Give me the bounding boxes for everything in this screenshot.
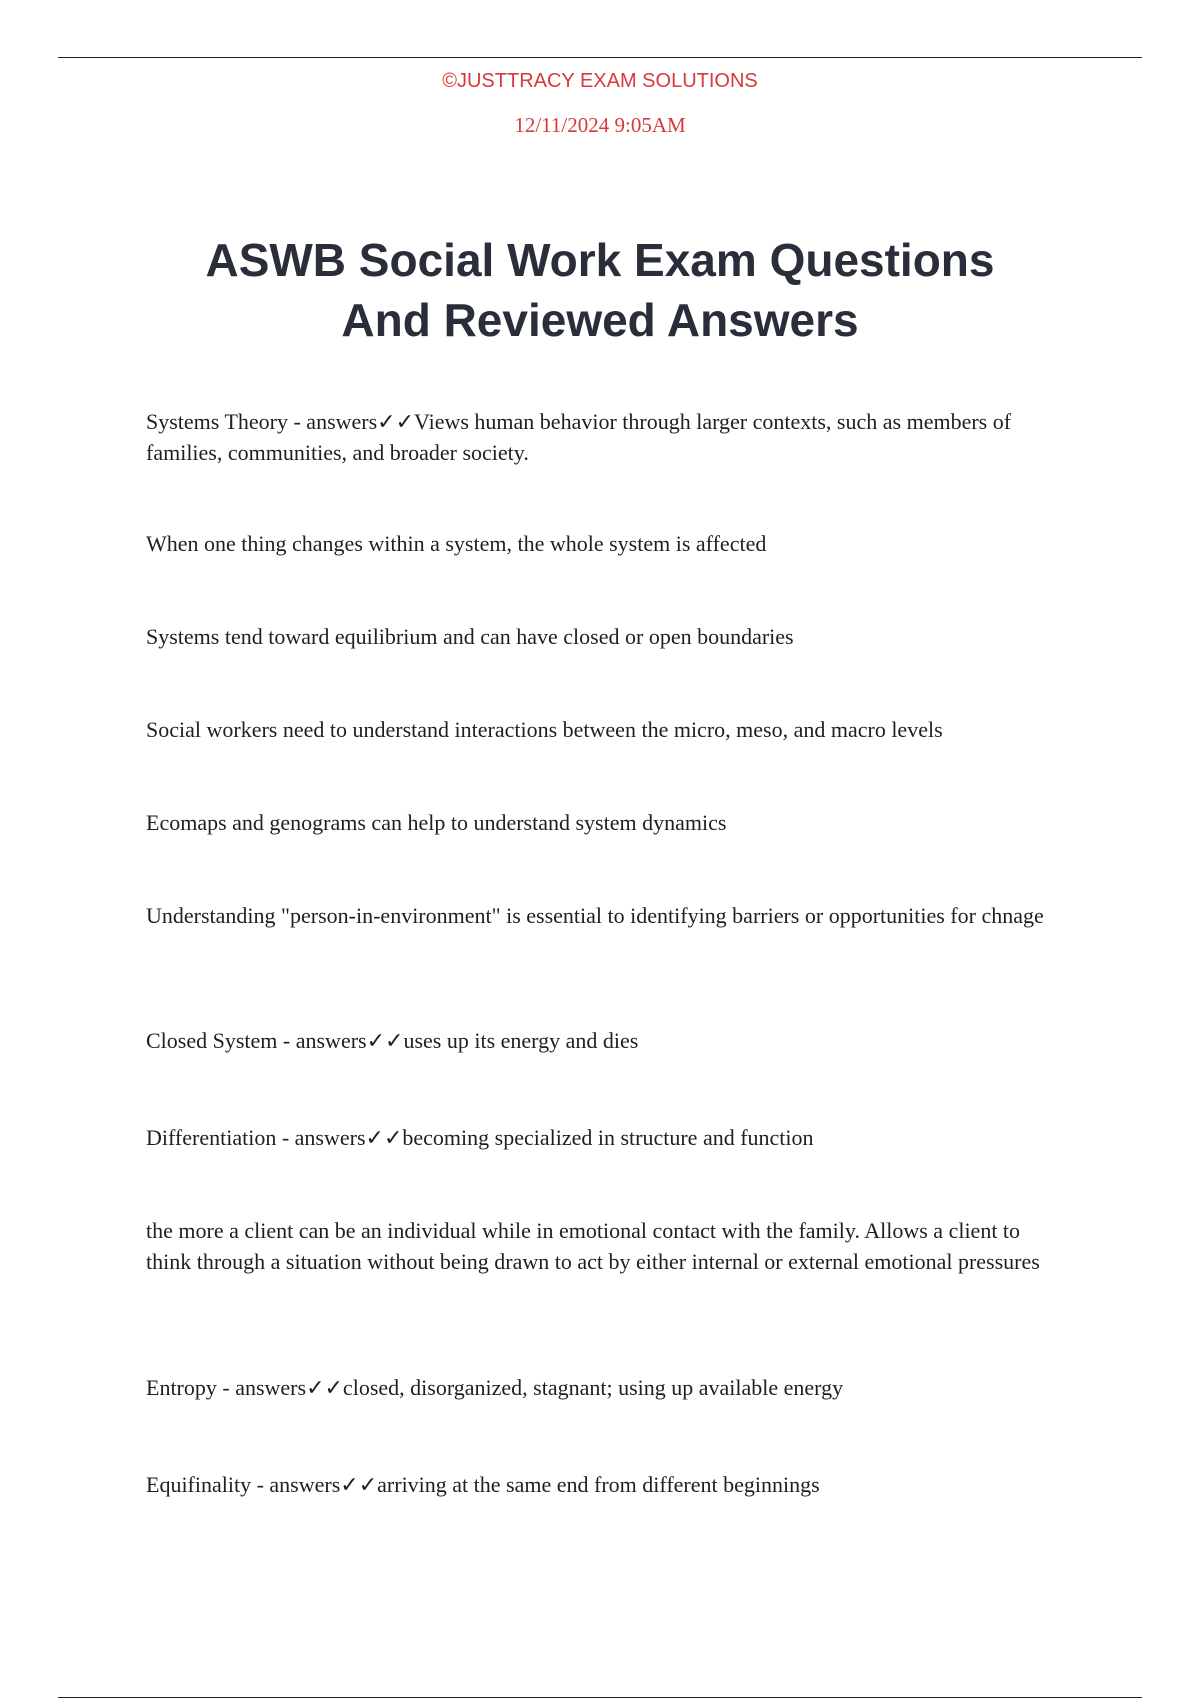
entry-closed-system: Closed System - answers✓✓uses up its energy and dies [146,1028,639,1053]
bottom-rule [58,1697,1142,1698]
entry-system-change: When one thing changes within a system, the whole system is affected [146,531,767,556]
title-line-1: ASWB Social Work Exam Questions [205,234,995,286]
copyright-header: ©JUSTTRACY EXAM SOLUTIONS [442,70,758,92]
entry-differentiation-detail: the more a client can be an individual while in emotional contact with the family. Allows a client to think through a situation without being drawn to act by either internal or external emotional pressures [146,1218,1040,1274]
entry-entropy: Entropy - answers✓✓closed, disorganized, stagnant; using up available energy [146,1375,844,1400]
top-rule [58,57,1142,58]
entry-systems-theory: Systems Theory - answers✓✓Views human behavior through larger contexts, such as members of families, communities, and broader society. [146,409,1012,465]
document-title [0,230,1200,350]
entry-micro-meso-macro: Social workers need to understand interactions between the micro, meso, and macro levels [146,717,943,742]
entry-ecomaps: Ecomaps and genograms can help to understand system dynamics [146,810,727,835]
timestamp-header: 12/11/2024 9:05AM [514,113,686,137]
entry-differentiation: Differentiation - answers✓✓becoming specialized in structure and function [146,1125,814,1150]
entry-equilibrium: Systems tend toward equilibrium and can have closed or open boundaries [146,624,794,649]
entry-equifinality: Equifinality - answers✓✓arriving at the same end from different beginnings [146,1472,820,1497]
entry-person-in-environment: Understanding "person-in-environment" is essential to identifying barriers or opportunities for chnage [146,903,1044,928]
title-line-2: And Reviewed Answers [341,294,859,346]
